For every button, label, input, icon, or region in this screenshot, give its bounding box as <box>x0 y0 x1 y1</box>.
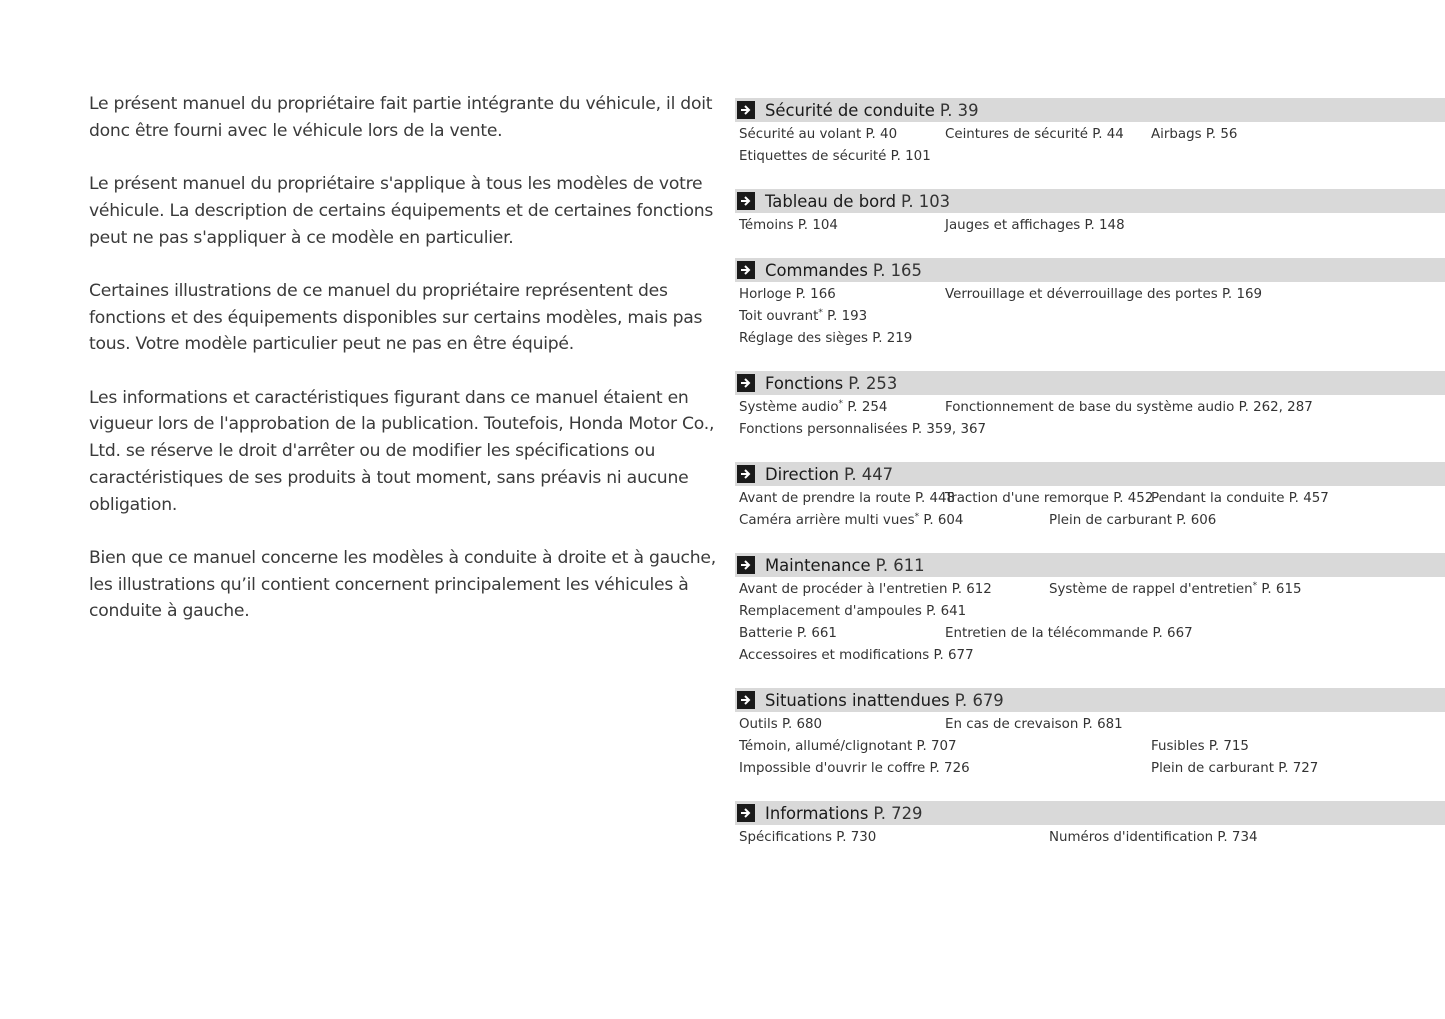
arrow-right-icon <box>737 691 755 709</box>
toc-link[interactable]: Impossible d'ouvrir le coffre P. 726 <box>739 760 970 776</box>
section-title: Commandes <box>765 260 868 280</box>
toc-link[interactable]: Témoins P. 104 <box>739 217 838 233</box>
toc-section-header-tableau-de-bord[interactable] <box>735 189 1445 213</box>
toc-link[interactable]: Entretien de la télécommande P. 667 <box>945 625 1193 641</box>
link-page: P. 604 <box>923 512 964 528</box>
intro-paragraph: Le présent manuel du propriétaire fait partie intégrante du véhicule, il doit donc être fourni avec le véhicule lors de la vente. <box>89 94 713 141</box>
toc-link[interactable]: Airbags P. 56 <box>1151 126 1238 142</box>
toc-link[interactable]: Sécurité au volant P. 40 <box>739 126 898 142</box>
toc-link[interactable]: Plein de carburant P. 606 <box>1049 512 1217 528</box>
intro-text <box>89 91 719 652</box>
toc-section-commandes <box>735 258 1445 349</box>
toc-link[interactable]: Avant de procéder à l'entretien P. 612 <box>739 581 992 597</box>
arrow-right-icon <box>737 556 755 574</box>
toc-link[interactable]: Fusibles P. 715 <box>1151 738 1249 754</box>
section-title: Situations inattendues <box>765 690 950 710</box>
toc-link[interactable]: Spécifications P. 730 <box>739 829 877 845</box>
toc-link[interactable]: Horloge P. 166 <box>739 286 836 302</box>
toc-section-tableau-de-bord <box>735 189 1445 236</box>
link-page: P. 615 <box>1261 581 1302 597</box>
section-page: P. 103 <box>901 191 951 211</box>
toc-section-maintenance <box>735 553 1445 666</box>
toc-link-audio[interactable] <box>735 400 941 415</box>
section-page: P. 729 <box>873 803 923 823</box>
section-page: P. 447 <box>844 464 894 484</box>
toc-section-securite <box>735 98 1445 167</box>
toc-link[interactable]: En cas de crevaison P. 681 <box>945 716 1123 732</box>
toc-link[interactable]: Accessoires et modifications P. 677 <box>739 647 974 663</box>
toc-link[interactable]: Remplacement d'ampoules P. 641 <box>739 603 967 619</box>
intro-paragraph: Les informations et caractéristiques figurant dans ce manuel étaient en vigueur lors de l'approbation de la publication. Toutefois, Honda Motor Co., Ltd. se réserve le droit d'arrêter ou de modifier les spécifications ou caractéristiques de ses produits à tout moment, sans préavis ni aucune obligation. <box>89 387 715 515</box>
link-page: P. 254 <box>847 399 888 415</box>
section-title: Sécurité de conduite <box>765 100 935 120</box>
link-page: P. 193 <box>827 308 868 324</box>
toc-link[interactable]: Jauges et affichages P. 148 <box>945 217 1125 233</box>
toc-link-service-reminder[interactable] <box>1045 582 1445 597</box>
toc-section-direction <box>735 462 1445 531</box>
arrow-right-icon <box>737 101 755 119</box>
section-page: P. 679 <box>954 690 1004 710</box>
toc-link[interactable]: Batterie P. 661 <box>739 625 837 641</box>
section-title: Informations <box>765 803 869 823</box>
toc-section-header-direction[interactable] <box>735 462 1445 486</box>
section-page: P. 611 <box>875 555 925 575</box>
toc-section-header-situations-inattendues[interactable] <box>735 688 1445 712</box>
toc-link[interactable]: Fonctionnement de base du système audio P. 262, 287 <box>945 399 1313 415</box>
section-title: Direction <box>765 464 840 484</box>
toc-link[interactable]: Traction d'une remorque P. 452 <box>945 490 1154 506</box>
toc-link[interactable]: Ceintures de sécurité P. 44 <box>945 126 1124 142</box>
toc-link[interactable]: Pendant la conduite P. 457 <box>1151 490 1329 506</box>
toc-link[interactable]: Numéros d'identification P. 734 <box>1049 829 1258 845</box>
asterisk: * <box>838 398 844 409</box>
link-label: Système audio <box>739 399 839 415</box>
section-page: P. 253 <box>848 373 898 393</box>
asterisk: * <box>818 307 823 318</box>
arrow-right-icon <box>737 804 755 822</box>
asterisk: * <box>914 511 920 522</box>
arrow-right-icon <box>737 374 755 392</box>
toc-section-header-informations[interactable] <box>735 801 1445 825</box>
link-label: Système de rappel d'entretien <box>1049 581 1253 597</box>
link-label: Toit ouvrant <box>739 308 819 324</box>
toc-link[interactable]: Témoin, allumé/clignotant P. 707 <box>739 738 957 754</box>
toc-link[interactable]: Plein de carburant P. 727 <box>1151 760 1319 776</box>
toc-link-sunroof[interactable] <box>735 309 1147 324</box>
table-of-contents <box>735 98 1445 870</box>
toc-section-header-maintenance[interactable] <box>735 553 1445 577</box>
toc-section-informations <box>735 801 1445 848</box>
intro-paragraph: Certaines illustrations de ce manuel du propriétaire représentent des fonctions et des équipements disponibles sur certains modèles, mais pas tous. Votre modèle particulier peut ne pas en être équipé. <box>89 280 703 355</box>
toc-section-header-commandes[interactable] <box>735 258 1445 282</box>
toc-section-header-securite[interactable] <box>735 98 1445 122</box>
intro-paragraph: Le présent manuel du propriétaire s'applique à tous les modèles de votre véhicule. La description de certains équipements et de certaines fonctions peut ne pas s'appliquer à ce modèle en particulier. <box>89 174 714 248</box>
toc-section-situations-inattendues <box>735 688 1445 779</box>
toc-link[interactable]: Verrouillage et déverrouillage des portes P. 169 <box>945 286 1262 302</box>
section-title: Fonctions <box>765 373 844 393</box>
toc-link-camera[interactable] <box>735 513 1045 528</box>
arrow-right-icon <box>737 192 755 210</box>
toc-section-fonctions <box>735 371 1445 440</box>
section-page: P. 39 <box>939 100 979 120</box>
intro-paragraph: Bien que ce manuel concerne les modèles à conduite à droite et à gauche, les illustrations qu’il contient concernent principalement les véhicules à conduite à gauche. <box>89 547 716 622</box>
toc-section-header-fonctions[interactable] <box>735 371 1445 395</box>
link-label: Caméra arrière multi vues <box>739 512 915 528</box>
arrow-right-icon <box>737 465 755 483</box>
section-title: Maintenance <box>765 555 871 575</box>
section-title: Tableau de bord <box>765 191 897 211</box>
section-page: P. 165 <box>872 260 922 280</box>
toc-link[interactable]: Etiquettes de sécurité P. 101 <box>739 148 931 164</box>
arrow-right-icon <box>737 261 755 279</box>
toc-link[interactable]: Réglage des sièges P. 219 <box>739 330 913 346</box>
toc-link[interactable]: Avant de prendre la route P. 448 <box>739 490 956 506</box>
toc-link[interactable]: Fonctions personnalisées P. 359, 367 <box>739 421 986 437</box>
asterisk: * <box>1252 580 1258 591</box>
toc-link[interactable]: Outils P. 680 <box>739 716 823 732</box>
